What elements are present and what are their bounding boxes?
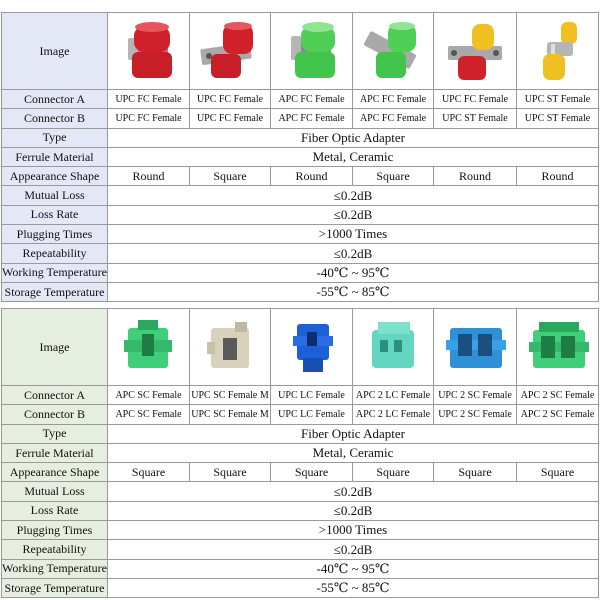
product-image-4 <box>353 13 434 90</box>
connector-a-cell: APC FC Female <box>271 90 353 109</box>
spec-table-fc-st <box>1 12 599 302</box>
spec-table-sc-lc <box>1 308 599 598</box>
row-label-mutual-loss: Mutual Loss <box>2 482 108 501</box>
connector-a-cell: UPC LC Female <box>271 386 353 405</box>
repeatability-value: ≤0.2dB <box>108 244 599 263</box>
connector-a-cell: UPC ST Female <box>517 90 599 109</box>
type-value: Fiber Optic Adapter <box>108 128 599 147</box>
product-image-6 <box>517 309 599 386</box>
green-round-fc-adapter-icon <box>277 18 347 84</box>
connector-b-cell: APC 2 LC Female <box>353 405 434 424</box>
shape-cell: Round <box>271 167 353 186</box>
red-square-fc-adapter-icon <box>195 18 265 84</box>
type-value: Fiber Optic Adapter <box>108 424 599 443</box>
shape-cell: Square <box>517 463 599 482</box>
row-label-connector-b: Connector B <box>2 405 108 424</box>
connector-a-cell: APC FC Female <box>353 90 434 109</box>
product-image-3 <box>271 309 353 386</box>
row-label-image: Image <box>2 309 108 386</box>
row-label-connector-a: Connector A <box>2 386 108 405</box>
row-label-ferrule: Ferrule Material <box>2 443 108 462</box>
connector-a-cell: UPC SC Female M <box>190 386 271 405</box>
row-label-shape: Appearance Shape <box>2 167 108 186</box>
mutual-loss-value: ≤0.2dB <box>108 186 599 205</box>
row-label-repeatability: Repeatability <box>2 540 108 559</box>
product-image-1 <box>108 309 190 386</box>
connector-a-cell: UPC FC Female <box>434 90 517 109</box>
connector-a-cell: UPC FC Female <box>108 90 190 109</box>
image-row <box>2 309 599 386</box>
connector-b-cell: UPC SC Female M <box>190 405 271 424</box>
product-image-1 <box>108 13 190 90</box>
row-label-ferrule: Ferrule Material <box>2 147 108 166</box>
shape-cell: Square <box>271 463 353 482</box>
connector-b-cell: UPC LC Female <box>271 405 353 424</box>
connector-b-cell: UPC FC Female <box>108 109 190 128</box>
connector-b-cell: UPC FC Female <box>190 109 271 128</box>
connector-b-cell: UPC ST Female <box>434 109 517 128</box>
storage-temp-value: -55℃ ~ 85℃ <box>108 282 599 301</box>
shape-cell: Square <box>353 463 434 482</box>
beige-sc-adapter-icon <box>195 314 265 380</box>
row-label-type: Type <box>2 424 108 443</box>
connector-b-cell: APC 2 SC Female <box>517 405 599 424</box>
connector-a-cell: APC 2 SC Female <box>517 386 599 405</box>
connector-b-cell: APC SC Female <box>108 405 190 424</box>
storage-temp-value: -55℃ ~ 85℃ <box>108 578 599 597</box>
yellow-st-adapter-icon <box>523 18 593 84</box>
row-label-mutual-loss: Mutual Loss <box>2 186 108 205</box>
shape-cell: Square <box>353 167 434 186</box>
connector-a-cell: UPC 2 SC Female <box>434 386 517 405</box>
row-label-loss-rate: Loss Rate <box>2 501 108 520</box>
product-image-2 <box>190 13 271 90</box>
connector-a-cell: UPC FC Female <box>190 90 271 109</box>
product-image-6 <box>517 13 599 90</box>
shape-cell: Square <box>108 463 190 482</box>
connector-a-cell: APC 2 LC Female <box>353 386 434 405</box>
shape-cell: Square <box>190 167 271 186</box>
shape-cell: Square <box>190 463 271 482</box>
product-image-5 <box>434 13 517 90</box>
row-label-storage-temp: Storage Temperature <box>2 578 108 597</box>
product-image-3 <box>271 13 353 90</box>
red-yellow-fc-st-adapter-icon <box>440 18 510 84</box>
shape-cell: Square <box>434 463 517 482</box>
row-label-working-temp: Working Temperature <box>2 559 108 578</box>
row-label-image: Image <box>2 13 108 90</box>
row-label-shape: Appearance Shape <box>2 463 108 482</box>
working-temp-value: -40℃ ~ 95℃ <box>108 559 599 578</box>
green-square-fc-adapter-icon <box>358 18 428 84</box>
aqua-duplex-lc-adapter-icon <box>358 314 428 380</box>
connector-b-cell: UPC ST Female <box>517 109 599 128</box>
product-image-5 <box>434 309 517 386</box>
row-label-repeatability: Repeatability <box>2 244 108 263</box>
mutual-loss-value: ≤0.2dB <box>108 482 599 501</box>
ferrule-value: Metal, Ceramic <box>108 147 599 166</box>
row-label-connector-a: Connector A <box>2 90 108 109</box>
image-row <box>2 13 599 90</box>
loss-rate-value: ≤0.2dB <box>108 205 599 224</box>
connector-b-cell: APC FC Female <box>353 109 434 128</box>
repeatability-value: ≤0.2dB <box>108 540 599 559</box>
row-label-loss-rate: Loss Rate <box>2 205 108 224</box>
connector-a-cell: APC SC Female <box>108 386 190 405</box>
green-sc-adapter-icon <box>114 314 184 380</box>
green-duplex-sc-adapter-icon <box>523 314 593 380</box>
row-label-type: Type <box>2 128 108 147</box>
ferrule-value: Metal, Ceramic <box>108 443 599 462</box>
blue-duplex-sc-adapter-icon <box>440 314 510 380</box>
row-label-plugging: Plugging Times <box>2 521 108 540</box>
loss-rate-value: ≤0.2dB <box>108 501 599 520</box>
working-temp-value: -40℃ ~ 95℃ <box>108 263 599 282</box>
shape-cell: Round <box>434 167 517 186</box>
connector-b-cell: UPC 2 SC Female <box>434 405 517 424</box>
connector-b-cell: APC FC Female <box>271 109 353 128</box>
product-image-4 <box>353 309 434 386</box>
shape-cell: Round <box>108 167 190 186</box>
row-label-connector-b: Connector B <box>2 109 108 128</box>
row-label-storage-temp: Storage Temperature <box>2 282 108 301</box>
row-label-plugging: Plugging Times <box>2 225 108 244</box>
plugging-value: >1000 Times <box>108 225 599 244</box>
shape-cell: Round <box>517 167 599 186</box>
red-round-fc-adapter-icon <box>114 18 184 84</box>
blue-lc-adapter-icon <box>277 314 347 380</box>
plugging-value: >1000 Times <box>108 521 599 540</box>
row-label-working-temp: Working Temperature <box>2 263 108 282</box>
product-image-2 <box>190 309 271 386</box>
